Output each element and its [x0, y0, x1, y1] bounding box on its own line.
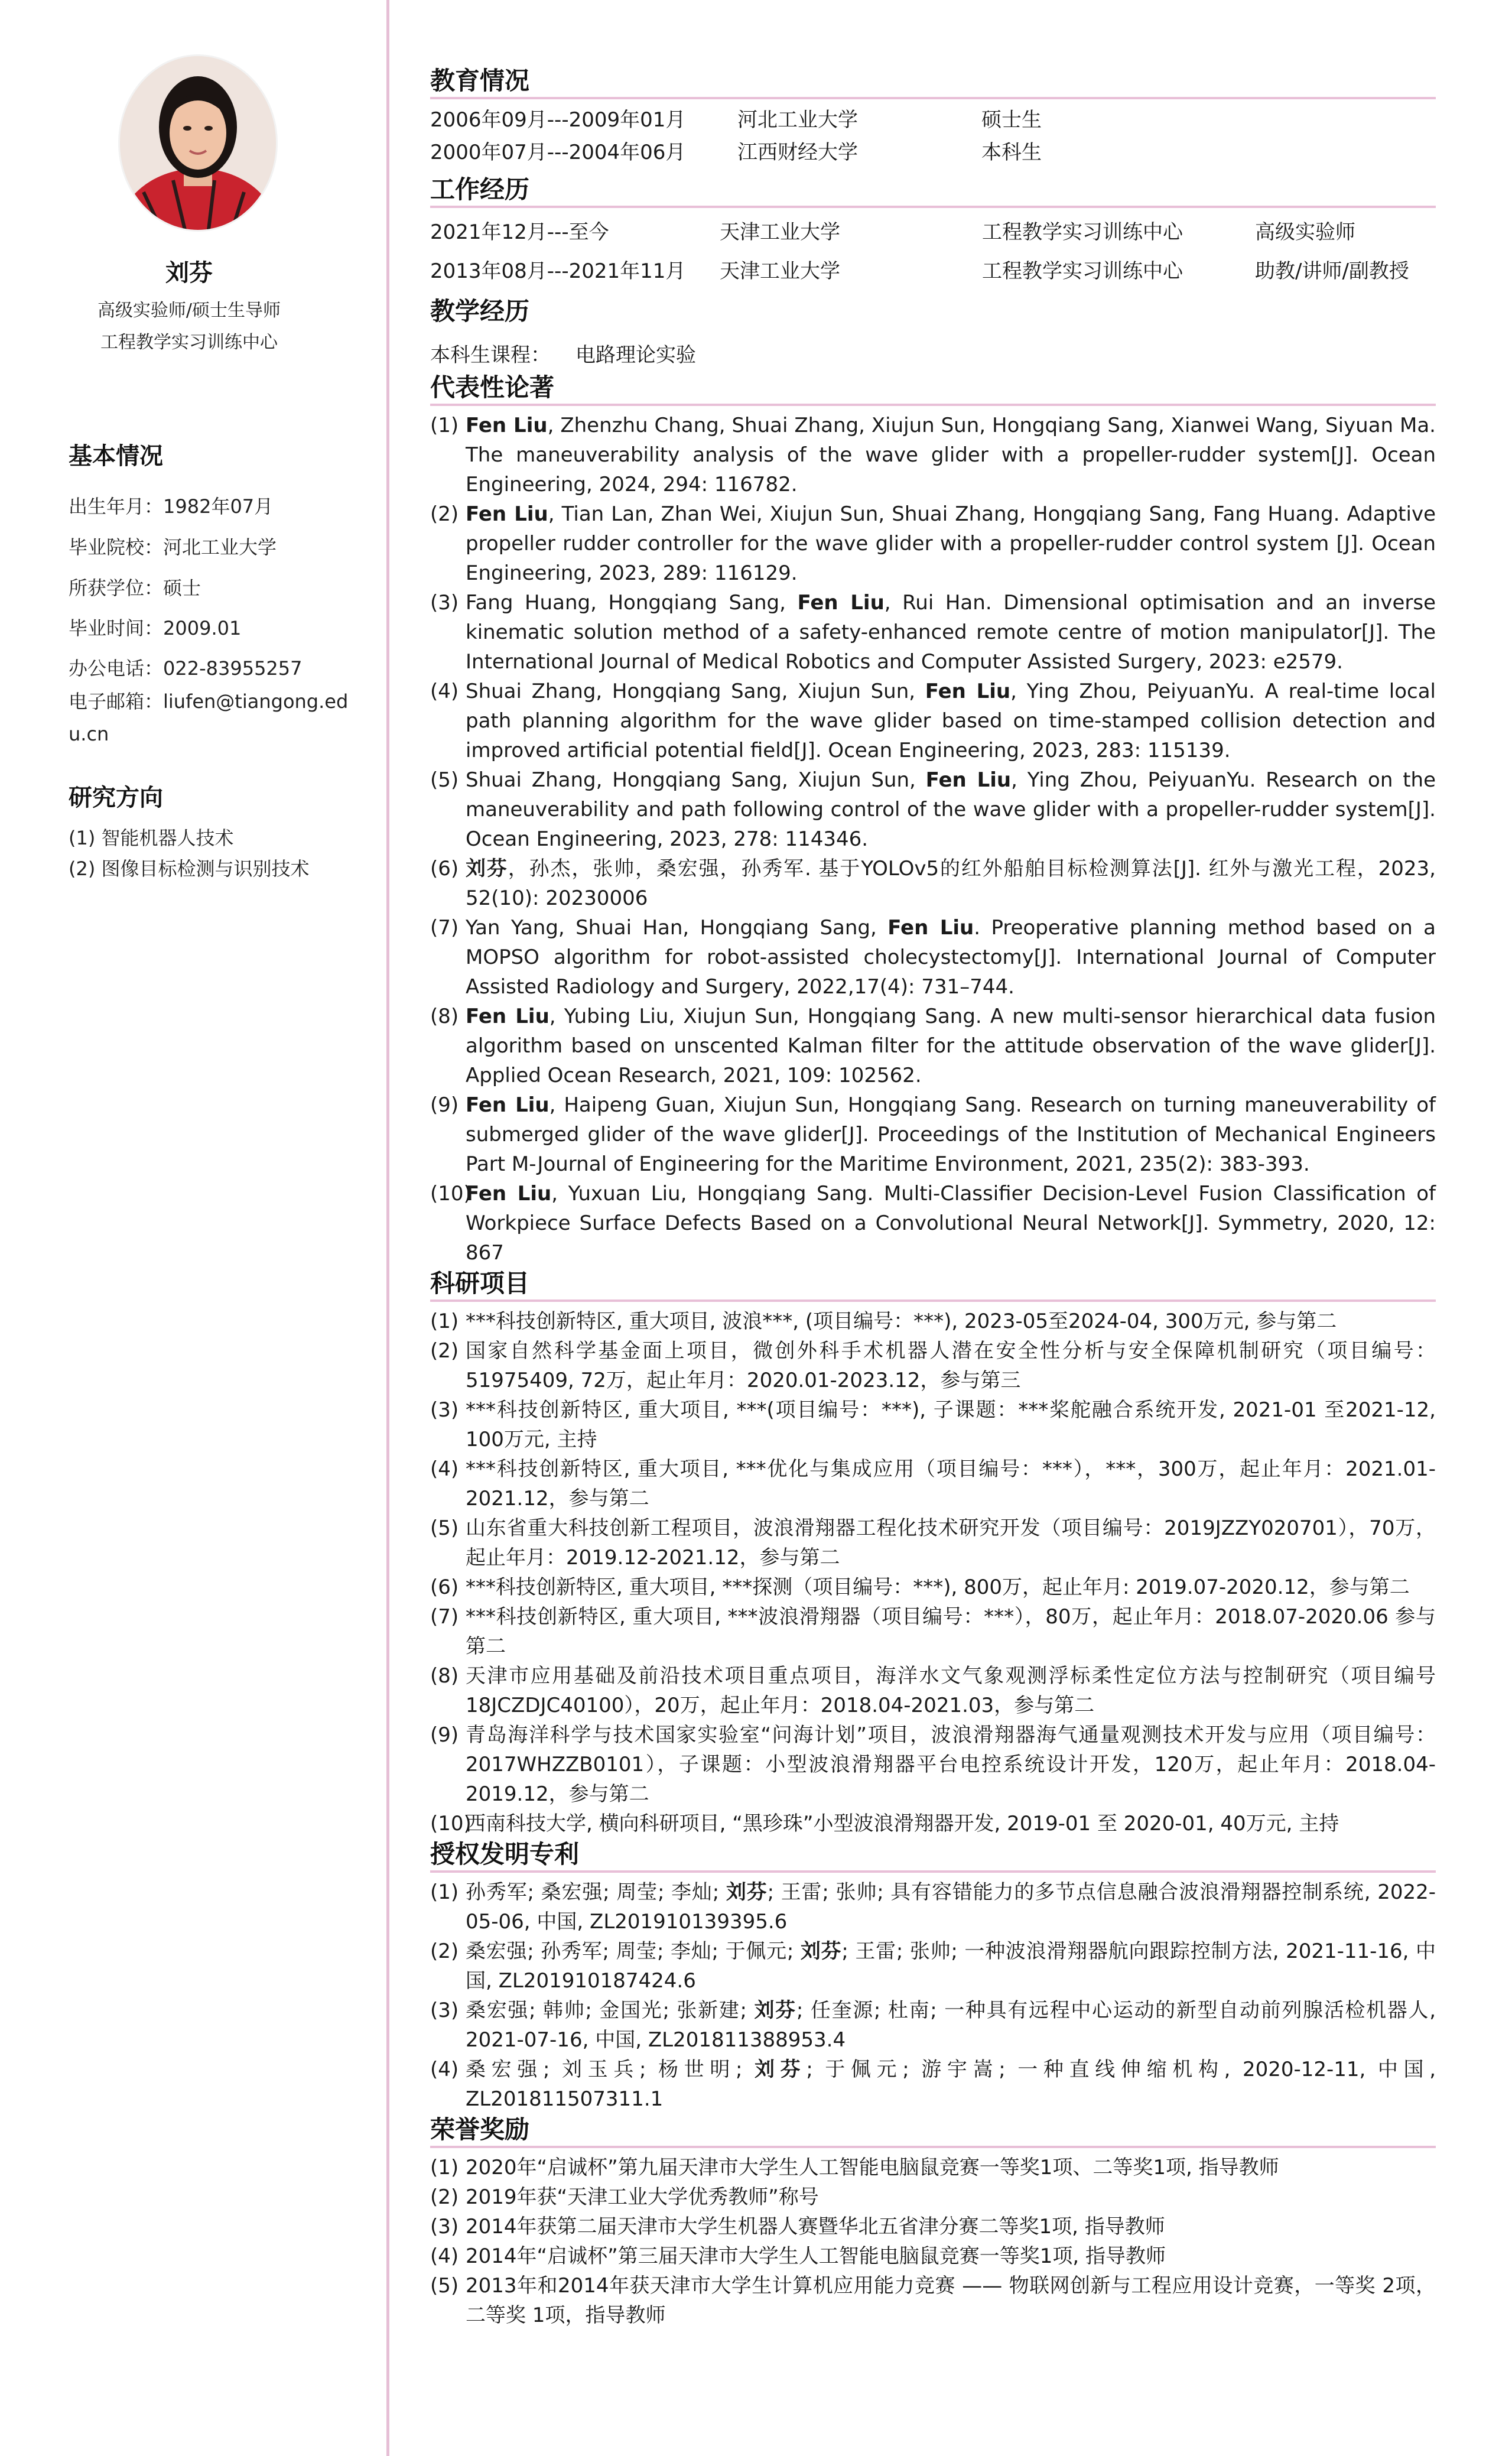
item-highlight-author: Fen Liu	[887, 916, 974, 940]
projects-section	[430, 1268, 1436, 1838]
profile-department: 工程教学实习训练中心	[100, 332, 278, 353]
degree: 本科生	[981, 141, 1042, 164]
department: 工程教学实习训练中心	[982, 220, 1183, 244]
item-text: , Ying Zhou, PeiyuanYu. Research on the maneuverability and path following control of the wave glider with a propeller-rudder system[J]. Ocean Engineering, 2023, 278: 114346.	[466, 768, 1436, 851]
item-number: (4)	[430, 2244, 459, 2268]
project-item	[430, 1809, 1436, 1838]
item-authors-before: Shuai Zhang, Hongqiang Sang, Xiujun Sun,	[466, 768, 926, 792]
period: 2006年09月---2009年01月	[430, 108, 686, 132]
item-number: (3)	[430, 591, 459, 615]
item-text: , Tian Lan, Zhan Wei, Xiujun Sun, Shuai Zhang, Hongqiang Sang, Fang Huang. Adaptive propeller rudder controller for the wave glider with a propeller-rudder control system [J]. Ocean Engineering, 2023, 289: 116129.	[466, 502, 1436, 585]
paper-item	[430, 588, 1436, 677]
honor-item	[430, 2212, 1436, 2241]
period: 2021年12月---至今	[430, 220, 609, 244]
section-title: 工作经历	[430, 175, 530, 204]
education-section	[430, 65, 1436, 169]
project-item	[430, 1602, 1436, 1661]
profile-title: 高级实验师/硕士生导师	[97, 300, 281, 321]
item-text: ***科技创新特区, 重大项目, 波浪***, (项目编号：***), 2023-05至2024-04, 300万元, 参与第二	[466, 1310, 1337, 1333]
paper-item	[430, 411, 1436, 499]
item-number: (7)	[430, 916, 459, 940]
section-title: 教育情况	[430, 66, 530, 95]
section-rule	[430, 206, 1436, 208]
item-text: 山东省重大科技创新工程项目，波浪滑翔器工程化技术研究开发（项目编号：2019JZZY020701），70万，起止年月：2019.12-2021.12，参与第二	[466, 1516, 1436, 1570]
work-row	[430, 252, 1436, 291]
item-number: (8)	[430, 1664, 459, 1688]
patent-item	[430, 2055, 1436, 2114]
item-text: ***科技创新特区, 重大项目, ***优化与集成应用（项目编号：***），***，300万，起止年月：2021.01-2021.12，参与第二	[466, 1457, 1436, 1510]
school: 江西财经大学	[737, 141, 858, 164]
item-text: ***科技创新特区, 重大项目, ***(项目编号：***), 子课题：***桨舵融合系统开发, 2021-01 至2021-12, 100万元, 主持	[466, 1398, 1436, 1451]
item-number: (3)	[430, 1398, 459, 1422]
paper-item	[430, 1179, 1436, 1268]
project-item	[430, 1395, 1436, 1454]
paper-item	[430, 677, 1436, 765]
item-text: , Yubing Liu, Xiujun Sun, Hongqiang Sang. A new multi-sensor hierarchical data fusion algorithm based on unscented Kalman filter for the attitude observation of the wave glider[J]. Applied Ocean Research, 2021, 109: 102562.	[466, 1005, 1436, 1087]
honor-item	[430, 2182, 1436, 2212]
sidebar	[0, 0, 378, 2456]
graduate-school: 毕业院校：河北工业大学	[69, 536, 277, 558]
project-item	[430, 1661, 1436, 1720]
item-number: (1)	[430, 1310, 459, 1333]
item-highlight-author: Fen Liu	[466, 1005, 549, 1028]
item-text: ，孙杰，张帅，桑宏强，孙秀军. 基于YOLOv5的红外船舶目标检测算法[J]. 红外与激光工程，2023, 52(10): 20230006	[466, 857, 1436, 910]
item-number: (2)	[430, 1940, 459, 1963]
item-text: ; 于佩元; 游宇嵩; 一种直线伸缩机构, 2020-12-11, 中国, ZL201811507311.1	[466, 2058, 1436, 2111]
honor-item	[430, 2271, 1436, 2330]
paper-item	[430, 1002, 1436, 1090]
avatar	[118, 54, 278, 232]
section-title: 代表性论著	[430, 373, 555, 402]
email[interactable]: 电子邮箱：liufen@tiangong.edu.cn	[69, 690, 349, 745]
item-number: (9)	[430, 1723, 459, 1747]
item-text: ; 王雷; 张帅; 具有容错能力的多节点信息融合波浪滑翔器控制系统, 2022-05-06, 中国, ZL201910139395.6	[466, 1880, 1436, 1934]
paper-item	[430, 854, 1436, 913]
work-section	[430, 174, 1436, 291]
item-number: (2)	[430, 502, 459, 526]
item-text: 国家自然科学基金面上项目，微创外科手术机器人潜在安全性分析与安全保障机制研究（项目编号：51975409, 72万，起止年月：2020.01-2023.12，参与第三	[466, 1339, 1436, 1392]
item-number: (7)	[430, 1605, 459, 1629]
item-text: 2019年获“天津工业大学优秀教师”称号	[466, 2185, 819, 2209]
section-rule	[430, 97, 1436, 99]
item-text: 2020年“启诚杯”第九届天津市大学生人工智能电脑鼠竞赛一等奖1项、二等奖1项, 指导教师	[466, 2156, 1279, 2179]
section-title: 科研项目	[430, 1269, 530, 1298]
paper-item	[430, 499, 1436, 588]
item-number: (4)	[430, 2058, 459, 2081]
project-item	[430, 1573, 1436, 1602]
graduation-time: 毕业时间：2009.01	[69, 617, 242, 639]
item-highlight-author: Fen Liu	[466, 502, 548, 526]
honors-section	[430, 2114, 1436, 2330]
item-number: (10)	[430, 1182, 472, 1206]
position: 助教/讲师/副教授	[1255, 259, 1409, 283]
item-number: (5)	[430, 768, 459, 792]
item-highlight-author: Fen Liu	[797, 591, 885, 615]
patent-item	[430, 1877, 1436, 1937]
item-highlight-author: Fen Liu	[466, 1182, 552, 1206]
research-item: (2) 图像目标检测与识别技术	[69, 857, 310, 880]
project-item	[430, 1454, 1436, 1513]
item-number: (2)	[430, 1339, 459, 1363]
section-title: 荣誉奖励	[430, 2115, 530, 2144]
section-rule	[430, 1300, 1436, 1302]
item-text: , Zhenzhu Chang, Shuai Zhang, Xiujun Sun, Hongqiang Sang, Xianwei Wang, Siyuan Ma. The maneuverability analysis of the wave glider with a propeller-rudder system[J]. Ocean Engineering, 2024, 294: 116782.	[466, 414, 1436, 496]
item-highlight-author: Fen Liu	[466, 414, 548, 437]
research-heading: 研究方向	[69, 784, 163, 811]
item-number: (3)	[430, 2215, 459, 2239]
paper-item	[430, 1090, 1436, 1179]
item-number: (2)	[430, 2185, 459, 2209]
item-text: ***科技创新特区, 重大项目, ***探测（项目编号：***), 800万，起止年月: 2019.07-2020.12，参与第二	[466, 1575, 1410, 1599]
profile-name: 刘芬	[165, 259, 213, 287]
papers-section	[430, 372, 1436, 1268]
item-number: (6)	[430, 1575, 459, 1599]
project-item	[430, 1336, 1436, 1395]
project-item	[430, 1720, 1436, 1809]
item-highlight-author: Fen Liu	[925, 680, 1011, 703]
item-number: (4)	[430, 680, 459, 703]
patent-item	[430, 1996, 1436, 2055]
item-number: (8)	[430, 1005, 459, 1028]
honor-item	[430, 2153, 1436, 2182]
section-rule	[430, 404, 1436, 406]
degree: 硕士生	[981, 108, 1042, 132]
item-text: 西南科技大学, 横向科研项目, “黑珍珠”小型波浪滑翔器开发, 2019-01 至 2020-01, 40万元, 主持	[466, 1812, 1339, 1835]
course-label: 本科生课程：	[430, 343, 551, 367]
item-number: (5)	[430, 2274, 459, 2298]
section-rule	[430, 2146, 1436, 2148]
period: 2000年07月---2004年06月	[430, 141, 686, 164]
teaching-row	[430, 339, 1436, 372]
course-name: 电路理论实验	[575, 343, 696, 367]
column-divider	[386, 0, 389, 2456]
item-number: (4)	[430, 1457, 459, 1481]
item-number: (3)	[430, 1999, 459, 2022]
portrait-image	[120, 56, 276, 230]
section-title: 教学经历	[430, 297, 530, 326]
honor-item	[430, 2241, 1436, 2271]
item-text: 青岛海洋科学与技术国家实验室“问海计划”项目，波浪滑翔器海气通量观测技术开发与应用（项目编号：2017WHZZB0101），子课题：小型波浪滑翔器平台电控系统设计开发，120万，起止年月：2018.04-2019.12，参与第二	[466, 1723, 1436, 1806]
item-authors-before: Fang Huang, Hongqiang Sang,	[466, 591, 798, 615]
basic-info-heading: 基本情况	[69, 443, 163, 470]
paper-item	[430, 765, 1436, 854]
item-highlight-author: 刘芬	[800, 1940, 842, 1963]
item-text: . Preoperative planning method based on a MOPSO algorithm for robot-assisted cholecystectomy[J]. International Journal of Computer Assisted Radiology and Surgery, 2022,17(4): 731–744.	[466, 916, 1436, 999]
section-rule	[430, 1870, 1436, 1873]
item-text: ; 王雷; 张帅; 一种波浪滑翔器航向跟踪控制方法, 2021-11-16, 中国, ZL201910187424.6	[466, 1940, 1436, 1993]
item-highlight-author: 刘芬	[754, 1999, 796, 2022]
item-highlight-author: Fen Liu	[925, 768, 1012, 792]
item-authors-before: 孙秀军; 桑宏强; 周莹; 李灿;	[466, 1880, 726, 1904]
item-number: (1)	[430, 414, 459, 437]
education-row	[430, 137, 1436, 169]
item-authors-before: 桑宏强; 刘玉兵; 杨世明;	[466, 2058, 755, 2081]
item-number: (9)	[430, 1093, 459, 1117]
item-text: 天津市应用基础及前沿技术项目重点项目，海洋水文气象观测浮标柔性定位方法与控制研究（项目编号18JCZDJC40100），20万，起止年月：2018.04-2021.03，参与第二	[466, 1664, 1436, 1717]
item-highlight-author: Fen Liu	[466, 1093, 549, 1117]
item-number: (6)	[430, 857, 459, 881]
item-text: 2013年和2014年获天津市大学生计算机应用能力竞赛 —— 物联网创新与工程应用设计竞赛，一等奖 2项，二等奖 1项，指导教师	[466, 2274, 1436, 2327]
item-number: (1)	[430, 2156, 459, 2179]
work-row	[430, 213, 1436, 252]
degree: 所获学位：硕士	[69, 577, 201, 599]
item-highlight-author: 刘芬	[726, 1880, 768, 1904]
office-phone: 办公电话：022-83955257	[69, 657, 303, 680]
item-highlight-author: 刘芬	[754, 2058, 807, 2081]
organization: 天津工业大学	[720, 220, 840, 244]
item-text: 2014年获第二届天津市大学生机器人赛暨华北五省津分赛二等奖1项, 指导教师	[466, 2215, 1165, 2239]
item-authors-before: Shuai Zhang, Hongqiang Sang, Xiujun Sun,	[466, 680, 925, 703]
item-text: 2014年“启诚杯”第三届天津市大学生人工智能电脑鼠竞赛一等奖1项, 指导教师	[466, 2244, 1166, 2268]
item-text: , Haipeng Guan, Xiujun Sun, Hongqiang Sang. Research on turning maneuverability of submerged glider of the wave glider[J]. Proceedings of the Institution of Mechanical Engineers Part M-Journal of Engineering for the Maritime Environment, 2021, 235(2): 383-393.	[466, 1093, 1436, 1176]
patents-section	[430, 1838, 1436, 2114]
item-text: , Rui Han. Dimensional optimisation and an inverse kinematic solution method of a safety-enhanced remote centre of motion manipulator[J]. The International Journal of Medical Robotics and Computer Assisted Surgery, 2023: e2579.	[466, 591, 1436, 674]
school: 河北工业大学	[737, 108, 858, 132]
education-row	[430, 104, 1436, 137]
project-item	[430, 1307, 1436, 1336]
department: 工程教学实习训练中心	[982, 259, 1183, 283]
item-text: ; 任奎源; 杜南; 一种具有远程中心运动的新型自动前列腺活检机器人, 2021-07-16, 中国, ZL201811388953.4	[466, 1999, 1436, 2052]
birth-date: 出生年月：1982年07月	[69, 495, 274, 518]
position: 高级实验师	[1255, 220, 1355, 244]
item-authors-before: 桑宏强; 孙秀军; 周莹; 李灿; 于佩元;	[466, 1940, 801, 1963]
item-number: (5)	[430, 1516, 459, 1540]
item-text: , Yuxuan Liu, Hongqiang Sang. Multi-Classifier Decision-Level Fusion Classification of Workpiece Surface Defects Based on a Convolutional Neural Network[J]. Symmetry, 2020, 12: 867	[466, 1182, 1436, 1265]
item-highlight-author: 刘芬	[466, 857, 508, 881]
item-text: ***科技创新特区, 重大项目, ***波浪滑翔器（项目编号：***），80万，起止年月：2018.07-2020.06 参与第二	[466, 1605, 1436, 1658]
main-content	[430, 65, 1436, 2330]
period: 2013年08月---2021年11月	[430, 259, 686, 283]
section-title: 授权发明专利	[430, 1840, 580, 1869]
teaching-section	[430, 295, 1436, 372]
organization: 天津工业大学	[720, 259, 840, 283]
patent-item	[430, 1937, 1436, 1996]
item-text: , Ying Zhou, PeiyuanYu. A real-time local path planning algorithm for the wave glider based on time-stamped collision detection and improved artificial potential field[J]. Ocean Engineering, 2023, 283: 115139.	[466, 680, 1436, 762]
item-number: (1)	[430, 1880, 459, 1904]
paper-item	[430, 913, 1436, 1002]
research-item: (1) 智能机器人技术	[69, 827, 234, 849]
item-number: (10)	[430, 1812, 472, 1835]
item-authors-before: Yan Yang, Shuai Han, Hongqiang Sang,	[466, 916, 888, 940]
item-authors-before: 桑宏强; 韩帅; 金国光; 张新建;	[466, 1999, 755, 2022]
project-item	[430, 1513, 1436, 1573]
